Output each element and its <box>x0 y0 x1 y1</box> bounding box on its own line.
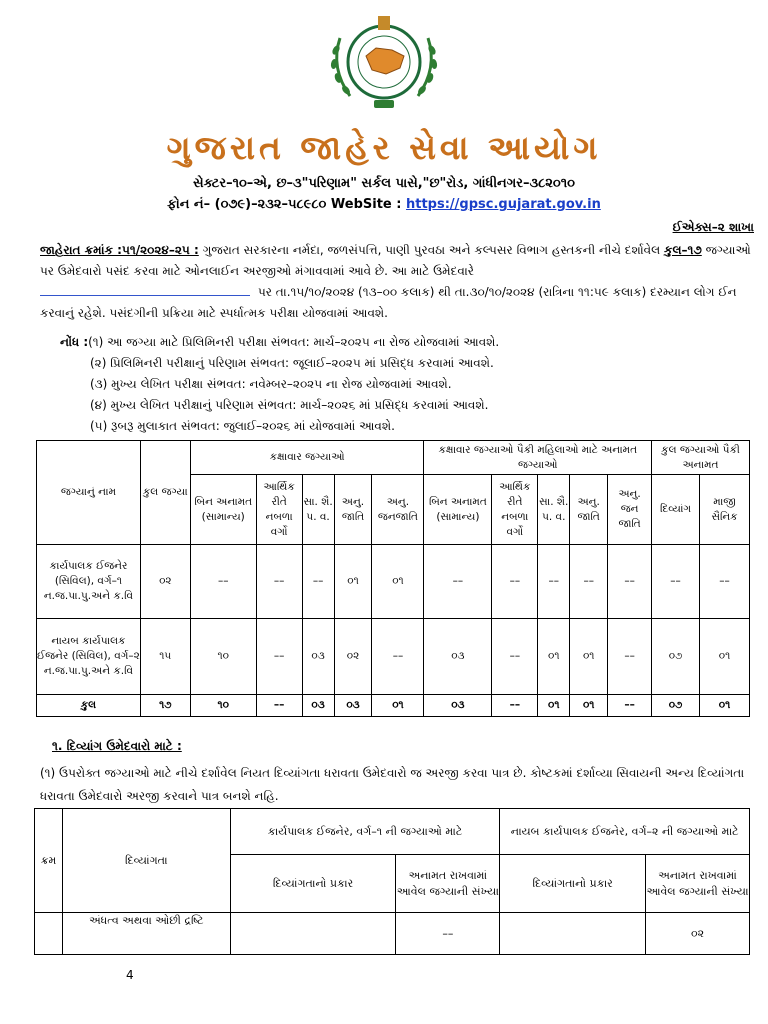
table-cell: –– <box>492 695 538 717</box>
table-cell: ૦૧ <box>700 695 750 717</box>
header-post-class2: નાયબ કાર્યપાલક ઈજનેર, વર્ગ–૨ ની જગ્યાઓ માટે <box>500 809 750 855</box>
note-item: (૨) પ્રિલિમિનરી પરીક્ષાનું પરિણામ સંભવત: જૂલાઈ–૨૦૨૫ માં પ્રસિદ્ધ કરવામાં આવશે. <box>90 356 494 370</box>
table-cell: –– <box>256 695 302 717</box>
table-cell: –– <box>492 619 538 695</box>
table-cell: –– <box>396 913 500 955</box>
table-cell: ૦૭ <box>652 619 700 695</box>
table-cell: ૧૫ <box>140 619 190 695</box>
advertisement-number: જાહેરાત ક્રમાંક :૫૧/૨૦૨૪–૨૫ : <box>40 243 199 257</box>
table-cell: ૦૩ <box>302 695 334 717</box>
table-cell: –– <box>570 545 608 619</box>
subheader-cell: સા. શૈ. પ. વ. <box>538 475 570 545</box>
table-cell: ૦૨ <box>140 545 190 619</box>
header-disability: દિવ્યાંગતા <box>62 809 230 913</box>
subheader-cell: બિન અનામત (સામાન્ય) <box>190 475 256 545</box>
table-cell: –– <box>538 545 570 619</box>
subheader-cell: આર્થિક રીતે નબળા વર્ગો <box>256 475 302 545</box>
table-cell: ૦૨ <box>334 619 372 695</box>
table-row <box>37 545 750 619</box>
header-category-posts: કક્ષાવાર જગ્યાઓ <box>190 441 424 475</box>
table-cell: ૦૧ <box>334 545 372 619</box>
subheader-cell: માજી સૈનિક <box>700 475 750 545</box>
notes-label: નોંધ : <box>60 335 89 349</box>
table-cell: –– <box>424 545 492 619</box>
note-item: (૪) મુખ્ય લેખિત પરીક્ષાનું પરિણામ સંભવત: માર્ચ–૨૦૨૬ માં પ્રસિદ્ધ કરવામાં આવશે. <box>90 398 489 412</box>
table-cell: ૦૧ <box>372 545 424 619</box>
disability-section-heading: ૧. દિવ્યાંગ ઉમેદવારો માટે : <box>52 739 182 753</box>
advertisement-paragraph <box>40 240 758 324</box>
total-posts: કુલ–૧૭ <box>664 243 702 257</box>
table-cell: ૦૧ <box>538 619 570 695</box>
subheader-cell: અનુ. જનજાતિ <box>372 475 424 545</box>
table-cell: ૧૭ <box>140 695 190 717</box>
table-row <box>37 619 750 695</box>
subheader-cell: અનુ. જન જાતિ <box>608 475 652 545</box>
disability-paragraph: (૧) ઉપરોક્ત જગ્યાઓ માટે નીચે દર્શાવેલ નિયત દિવ્યાંગતા ધરાવતા ઉમેદવારો જ અરજી કરવા પાત્ર છે. કોષ્ટકમાં દર્શાવ્યા સિવાયની અન્ય દિવ્યાંગતા ધરાવતા ઉમેદવારો અરજી કરવાને પાત્ર બનશે નહિ. <box>40 766 745 803</box>
header-disability-type: દિવ્યાંગતાનો પ્રકાર <box>500 855 646 913</box>
table-cell: ૦૧ <box>570 695 608 717</box>
table-cell: –– <box>608 545 652 619</box>
table-cell: ૦૧ <box>700 619 750 695</box>
table-cell: ૦૩ <box>302 619 334 695</box>
advertisement-text-2: જગ્યાઓ પર ઉમેદવારો પસંદ કરવા માટે ઓનલાઈન અરજીઓ મંગાવવામાં આવે છે. આ માટે ઉમેદવારે <box>40 243 751 278</box>
header-women-reserved: કક્ષાવાર જગ્યાઓ પૈકી મહિલાઓ માટે અનામત જગ્યાઓ <box>424 441 652 475</box>
disability-cell: અંધત્વ અથવા ઓછી દ્રષ્ટિ <box>62 913 230 955</box>
website-link[interactable]: https://gpsc.gujarat.gov.in <box>405 197 601 212</box>
table-cell <box>230 913 396 955</box>
table-cell: ૦૩ <box>424 695 492 717</box>
table-row <box>35 913 750 955</box>
advertisement-text-3: પર તા.૧૫/૧૦/૨૦૨૪ (૧૩–૦૦ કલાક) થી તા.૩૦/૧૦/૨૦૨૪ (રાત્રિના ૧૧:૫૯ કલાક) દરમ્યાન લોગ ઈન કરવાનું રહેશે. પસંદગીની પ્રક્રિયા માટે સ્પર્ધાત્મક પરીક્ષા યોજવામાં આવશે. <box>40 285 737 320</box>
blank-underline <box>40 286 250 296</box>
table-cell: ૦૧ <box>538 695 570 717</box>
header-total-reserved: કુલ જગ્યાઓ પૈકી અનામત <box>652 441 750 475</box>
table-cell: –– <box>608 695 652 717</box>
notes-list <box>60 332 499 437</box>
total-label: કુલ <box>37 695 141 717</box>
advertisement-text-1: ગુજરાત સરકારના નર્મદા, જળસંપત્તિ, પાણી પુરવઠા અને કલ્પસર વિભાગ હસ્તકની નીચે દર્શાવેલ <box>198 243 665 257</box>
subheader-cell: બિન અનામત (સામાન્ય) <box>424 475 492 545</box>
serial-cell <box>35 913 63 955</box>
header-total-posts: કુલ જગ્યા <box>140 441 190 545</box>
total-row <box>37 695 750 717</box>
table-cell: –– <box>700 545 750 619</box>
phone-website-label: ફોન નં– (૦૭૯)–૨૩૨–૫૮૯૮૦ WebSite : <box>167 197 402 212</box>
header-serial: ક્રમ <box>35 809 63 913</box>
subheader-cell: સા. શૈ. પ. વ. <box>302 475 334 545</box>
table-cell: –– <box>302 545 334 619</box>
post-name-cell: કાર્યપાલક ઈજનેર (સિવિલ), વર્ગ–૧ ન.જ.પા.પુ.અને ક.વિ <box>37 545 141 619</box>
post-name-cell: નાયબ કાર્યપાલક ઈજનેર (સિવિલ), વર્ગ–૨ ન.જ.પા.પુ.અને ક.વિ <box>37 619 141 695</box>
table-cell: ૦૨ <box>646 913 750 955</box>
table-cell: –– <box>190 545 256 619</box>
page-number: 4 <box>126 968 134 982</box>
subheader-cell: અનુ. જાતિ <box>570 475 608 545</box>
table-cell: ૦૧ <box>372 695 424 717</box>
contact-line <box>0 197 768 212</box>
table-cell: –– <box>256 619 302 695</box>
organization-title: ગુજરાત જાહેર સેવા આયોગ <box>166 128 602 167</box>
table-cell: –– <box>608 619 652 695</box>
table-cell: –– <box>652 545 700 619</box>
gpsc-emblem-logo <box>320 8 448 116</box>
table-cell: –– <box>256 545 302 619</box>
header-post-class1: કાર્યપાલક ઈજનેર, વર્ગ–૧ ની જગ્યાઓ માટે <box>230 809 500 855</box>
table-cell: –– <box>492 545 538 619</box>
header-reserved-count: અનામત રાખવામાં આવેલ જગ્યાની સંખ્યા <box>646 855 750 913</box>
office-address: સેક્ટર–૧૦–એ, છ–૩"પરિણામ" સર્કલ પાસે,"છ"રોડ, ગાંધીનગર–૩૮૨૦૧૦ <box>193 176 575 191</box>
header-disability-type: દિવ્યાંગતાનો પ્રકાર <box>230 855 396 913</box>
table-cell: ૦૩ <box>424 619 492 695</box>
subheader-cell: આર્થિક રીતે નબળા વર્ગો <box>492 475 538 545</box>
table-cell: ૦૧ <box>570 619 608 695</box>
subheader-cell: દિવ્યાંગ <box>652 475 700 545</box>
header-reserved-count: અનામત રાખવામાં આવેલ જગ્યાની સંખ્યા <box>396 855 500 913</box>
table-cell: ૧૦ <box>190 695 256 717</box>
table-cell: ૦૭ <box>652 695 700 717</box>
branch-label: ઈએક્સ–૨ શાખા <box>672 220 754 234</box>
table-cell <box>500 913 646 955</box>
subheader-cell: અનુ. જાતિ <box>334 475 372 545</box>
table-cell: –– <box>372 619 424 695</box>
table-cell: ૦૩ <box>334 695 372 717</box>
table-cell: ૧૦ <box>190 619 256 695</box>
posts-table <box>36 440 750 717</box>
note-item: (૫) રૂબરૂ મુલાકાત સંભવત: જુલાઈ–૨૦૨૬ માં યોજવામાં આવશે. <box>90 419 395 433</box>
note-item: (૧) આ જગ્યા માટે પ્રિલિમિનરી પરીક્ષા સંભવત: માર્ચ–૨૦૨૫ ના રોજ યોજવામાં આવશે. <box>88 335 500 349</box>
note-item: (૩) મુખ્ય લેખિત પરીક્ષા સંભવત: નવેમ્બર–૨૦૨૫ ના રોજ યોજવામાં આવશે. <box>90 377 452 391</box>
disability-table <box>34 808 750 955</box>
header-post-name: જગ્યાનું નામ <box>37 441 141 545</box>
